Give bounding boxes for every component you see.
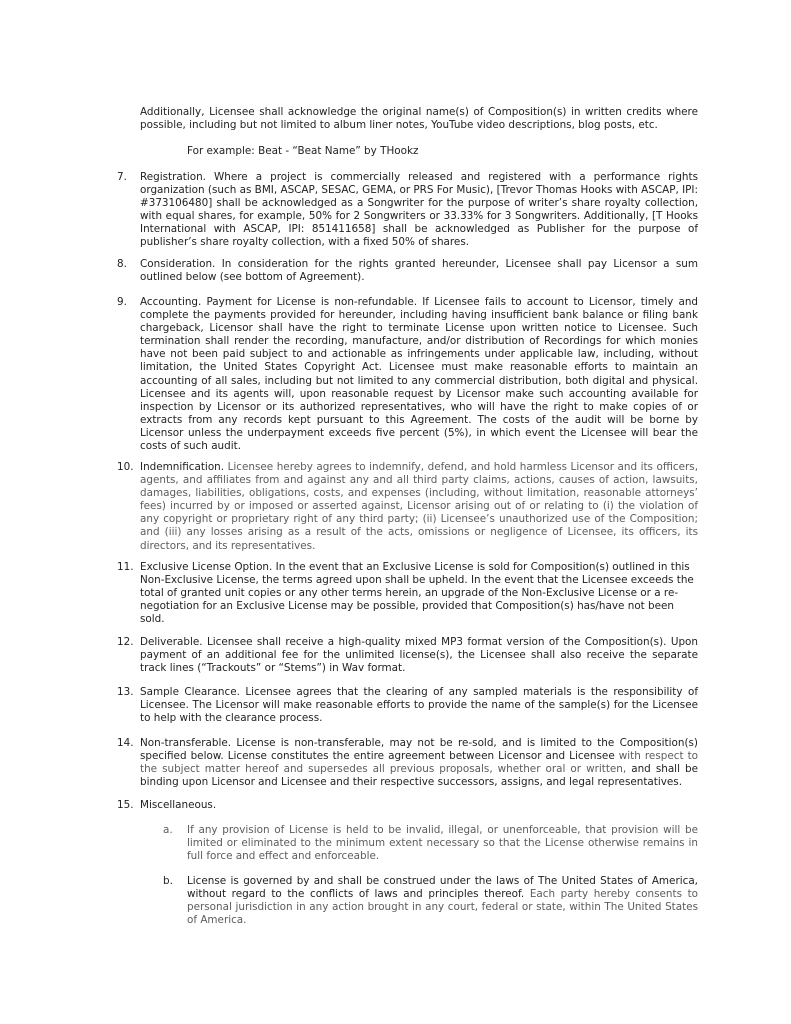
section-number: 11. (117, 561, 134, 573)
section-text-part-2: with respect to the subject matter hereof and supersedes all previous proposals, whether oral or written, (140, 750, 699, 776)
section-accounting (117, 296, 698, 453)
section-text: Licensee agrees that the clearing of any sampled materials is the responsibility of Licensee. The Licensor will make reasonable efforts to provide the name of the sample(s) for the Licensee to help with the clearance process. (140, 686, 698, 725)
misc-item-text-part-2: Each party hereby consents to personal jurisdiction in any action brought in any court, federal or state, within The United States of America. (187, 888, 698, 927)
section-miscellaneous (117, 799, 698, 812)
section-title: Registration. (140, 171, 206, 183)
section-exclusive-license-option (117, 561, 698, 626)
section-number: 13. (117, 686, 134, 698)
misc-item-letter: a. (163, 824, 173, 836)
section-number: 15. (117, 799, 134, 811)
section-number: 9. (117, 296, 127, 308)
credit-example: For example: Beat - “Beat Name” by THookz (187, 145, 419, 157)
section-number: 8. (117, 258, 127, 270)
section-sample-clearance (117, 686, 698, 725)
credits-paragraph: Additionally, Licensee shall acknowledge the original name(s) of Composition(s) in written credits where possible, including but not limited to album liner notes, YouTube video descriptions, blog posts, etc. (140, 106, 698, 132)
misc-item-b (163, 875, 698, 927)
section-text: In the event that an Exclusive License is sold for Composition(s) outlined in this Non-Exclusive License, the terms agreed upon shall be upheld. In the event that the Licensee exceeds the total of granted unit copies or any other terms herein, an upgrade of the Non-Exclusive License or a re-negotiation for an Exclusive License may be possible, provided that Composition(s) has/have not been sold. (140, 561, 694, 626)
section-title: Sample Clearance. (140, 686, 240, 698)
misc-item-text-part-1: License is governed by and shall be construed under the laws of The United States of America, without regard to the conflicts of laws and principles thereof. (187, 875, 698, 901)
section-text: Payment for License is non-refundable. If Licensee fails to account to Licensor, timely and complete the payments provided for hereunder, including having insufficient bank balance or filing bank chargeback, Licensor shall have the right to terminate License upon written notice to Licensee. Such termination shall render the recording, manufacture, and/or distribution of Recordings for which monies have not been paid subject to and actionable as infringements under applicable law, including, without limitation, the United States Copyright Act. Licensee must make reasonable efforts to maintain an accounting of all sales, including but not limited to any commercial distribution, both digital and physical. Licensee and its agents will, upon reasonable request by Licensor make such accounting available for inspection by Licensor or its authorized representatives, who will have the right to make copies of or extracts from any records kept pursuant to this Agreement. The costs of the audit will be borne by Licensor unless the underpayment exceeds five percent (5%), in which event the Licensee will bear the costs of such audit. (140, 296, 698, 453)
section-title: Exclusive License Option. (140, 561, 273, 573)
section-title: Consideration. (140, 258, 216, 270)
misc-item-a (163, 824, 698, 863)
misc-item-letter: b. (163, 875, 173, 887)
section-title: Accounting. (140, 296, 202, 308)
section-text-part-3: and shall be binding upon Licensor and Licensee and their respective successors, assigns, and legal representatives. (140, 763, 698, 789)
section-non-transferable (117, 737, 698, 789)
section-number: 12. (117, 636, 134, 648)
section-text: Licensee hereby agrees to indemnify, defend, and hold harmless Licensor and its officers, agents, and affiliates from and against any and all third party claims, actions, causes of action, lawsuits, damages, liabilities, obligations, costs, and expenses (including, without limitation, reasonable attorneys’ fees) incurred by or imposed or asserted against, Licensor arising out of or relating to (i) the violation of any copyright or proprietary right of any third party; (ii) Licensee’s unauthorized use of the Composition; and (iii) any losses arising as a result of the acts, omissions or negligence of Licensee, its officers, its directors, and its representatives. (140, 461, 698, 552)
section-number: 10. (117, 461, 134, 473)
section-title: Miscellaneous. (140, 799, 217, 811)
section-indemnification (117, 461, 698, 553)
section-text-part-1: License is non-transferable, may not be re-sold, and is limited to the Composition(s) specified below. License constitutes the entire agreement between Licensor and Licensee (140, 737, 698, 763)
section-title: Non-transferable. (140, 737, 232, 749)
section-text: Where a project is commercially released and registered with a performance rights organization (such as BMI, ASCAP, SESAC, GEMA, or PRS For Music), [Trevor Thomas Hooks with ASCAP, IPI: #373106480] shall be acknowledged as a Songwriter for the purpose of writer’s share royalty collection, with equal shares, for example, 50% for 2 Songwriters or 33.33% for 3 Songwriters. Additionally, [T Hooks International with ASCAP, IPI: 851411658] shall be acknowledged as Publisher for the purpose of publisher’s share royalty collection, with a fixed 50% of shares. (140, 171, 698, 249)
misc-item-text: If any provision of License is held to be invalid, illegal, or unenforceable, that provision will be limited or eliminated to the minimum extent necessary so that the License otherwise remains in full force and effect and enforceable. (187, 824, 698, 863)
section-consideration (117, 258, 698, 284)
section-registration (117, 171, 698, 250)
section-deliverable (117, 636, 698, 675)
section-text: Licensee shall receive a high-quality mixed MP3 format version of the Composition(s). Upon payment of an additional fee for the unlimited license(s), the Licensee shall also receive the separate track lines (“Trackouts” or “Stems”) in Wav format. (140, 636, 698, 675)
section-title: Indemnification. (140, 461, 225, 473)
section-number: 14. (117, 737, 134, 749)
section-text: In consideration for the rights granted hereunder, Licensee shall pay Licensor a sum outlined below (see bottom of Agreement). (140, 258, 698, 284)
section-number: 7. (117, 171, 127, 183)
section-title: Deliverable. (140, 636, 203, 648)
